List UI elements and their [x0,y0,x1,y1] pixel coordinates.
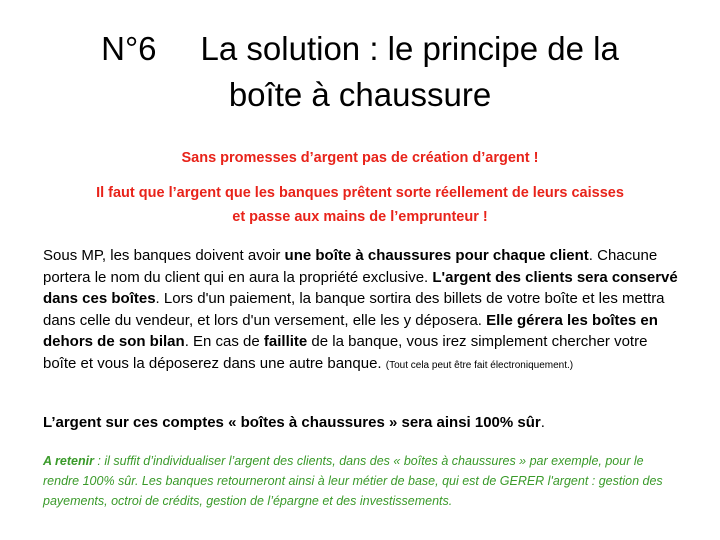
body-text-5: de la banque, vous irez simplement chercher votre boîte et vous la déposerez dans une autre banque. [43,333,648,372]
body-note: (Tout cela peut être fait électroniquement.) [385,359,574,371]
body-text-3: . Lors d'un paiement, la banque sortira des billets de votre boîte et les mettra dans celle du vendeur, et lors d'un versement, elle les y déposera. [43,290,665,329]
body-text-1: Sous MP, les banques doivent avoir [43,247,285,264]
title-text-1: La solution : le principe de la [200,30,619,67]
slide-number: N°6 [101,30,157,67]
highlight-line-3: et passe aux mains de l’emprunteur ! [232,209,488,225]
retain-label: A retenir [43,454,94,468]
retain-text: : il suffit d’individualiser l’argent des clients, dans des « boîtes à chaussures » par exemple, pour le rendre 100% sûr. Les banques retourneront ainsi à leur métier de base, qui est de GERER l'argent : gestion des payements, octroi de crédits, gestion de l’épargne et des investissements. [43,454,663,508]
title-line-1 [40,26,680,72]
slide-title [40,26,680,118]
retain-note [43,451,683,511]
body-bold-1: une boîte à chaussures pour chaque client [284,247,589,264]
body-bold-4: faillite [263,333,308,350]
body-bold-2: L'argent des clients sera conservé dans ces boîtes [43,268,678,307]
highlight-line-2: Il faut que l’argent que les banques prêtent sorte réellement de leurs caisses [96,185,624,201]
highlight-line-1: Sans promesses d’argent pas de création d’argent ! [181,150,539,166]
conclusion-line [43,412,683,434]
conclusion-bold: L’argent sur ces comptes « boîtes à chaussures » sera ainsi 100% sûr [43,414,541,431]
body-bold-3: Elle gérera les boîtes en dehors de son bilan [43,311,658,350]
title-line-2: boîte à chaussure [228,76,492,113]
body-text-2: . Chacune portera le nom du client qui en aura la propriété exclusive. [43,247,658,286]
conclusion-end: . [540,414,545,431]
highlight-block [30,181,690,229]
body-text-4: . En cas de [184,333,264,350]
body-paragraph [43,245,683,376]
